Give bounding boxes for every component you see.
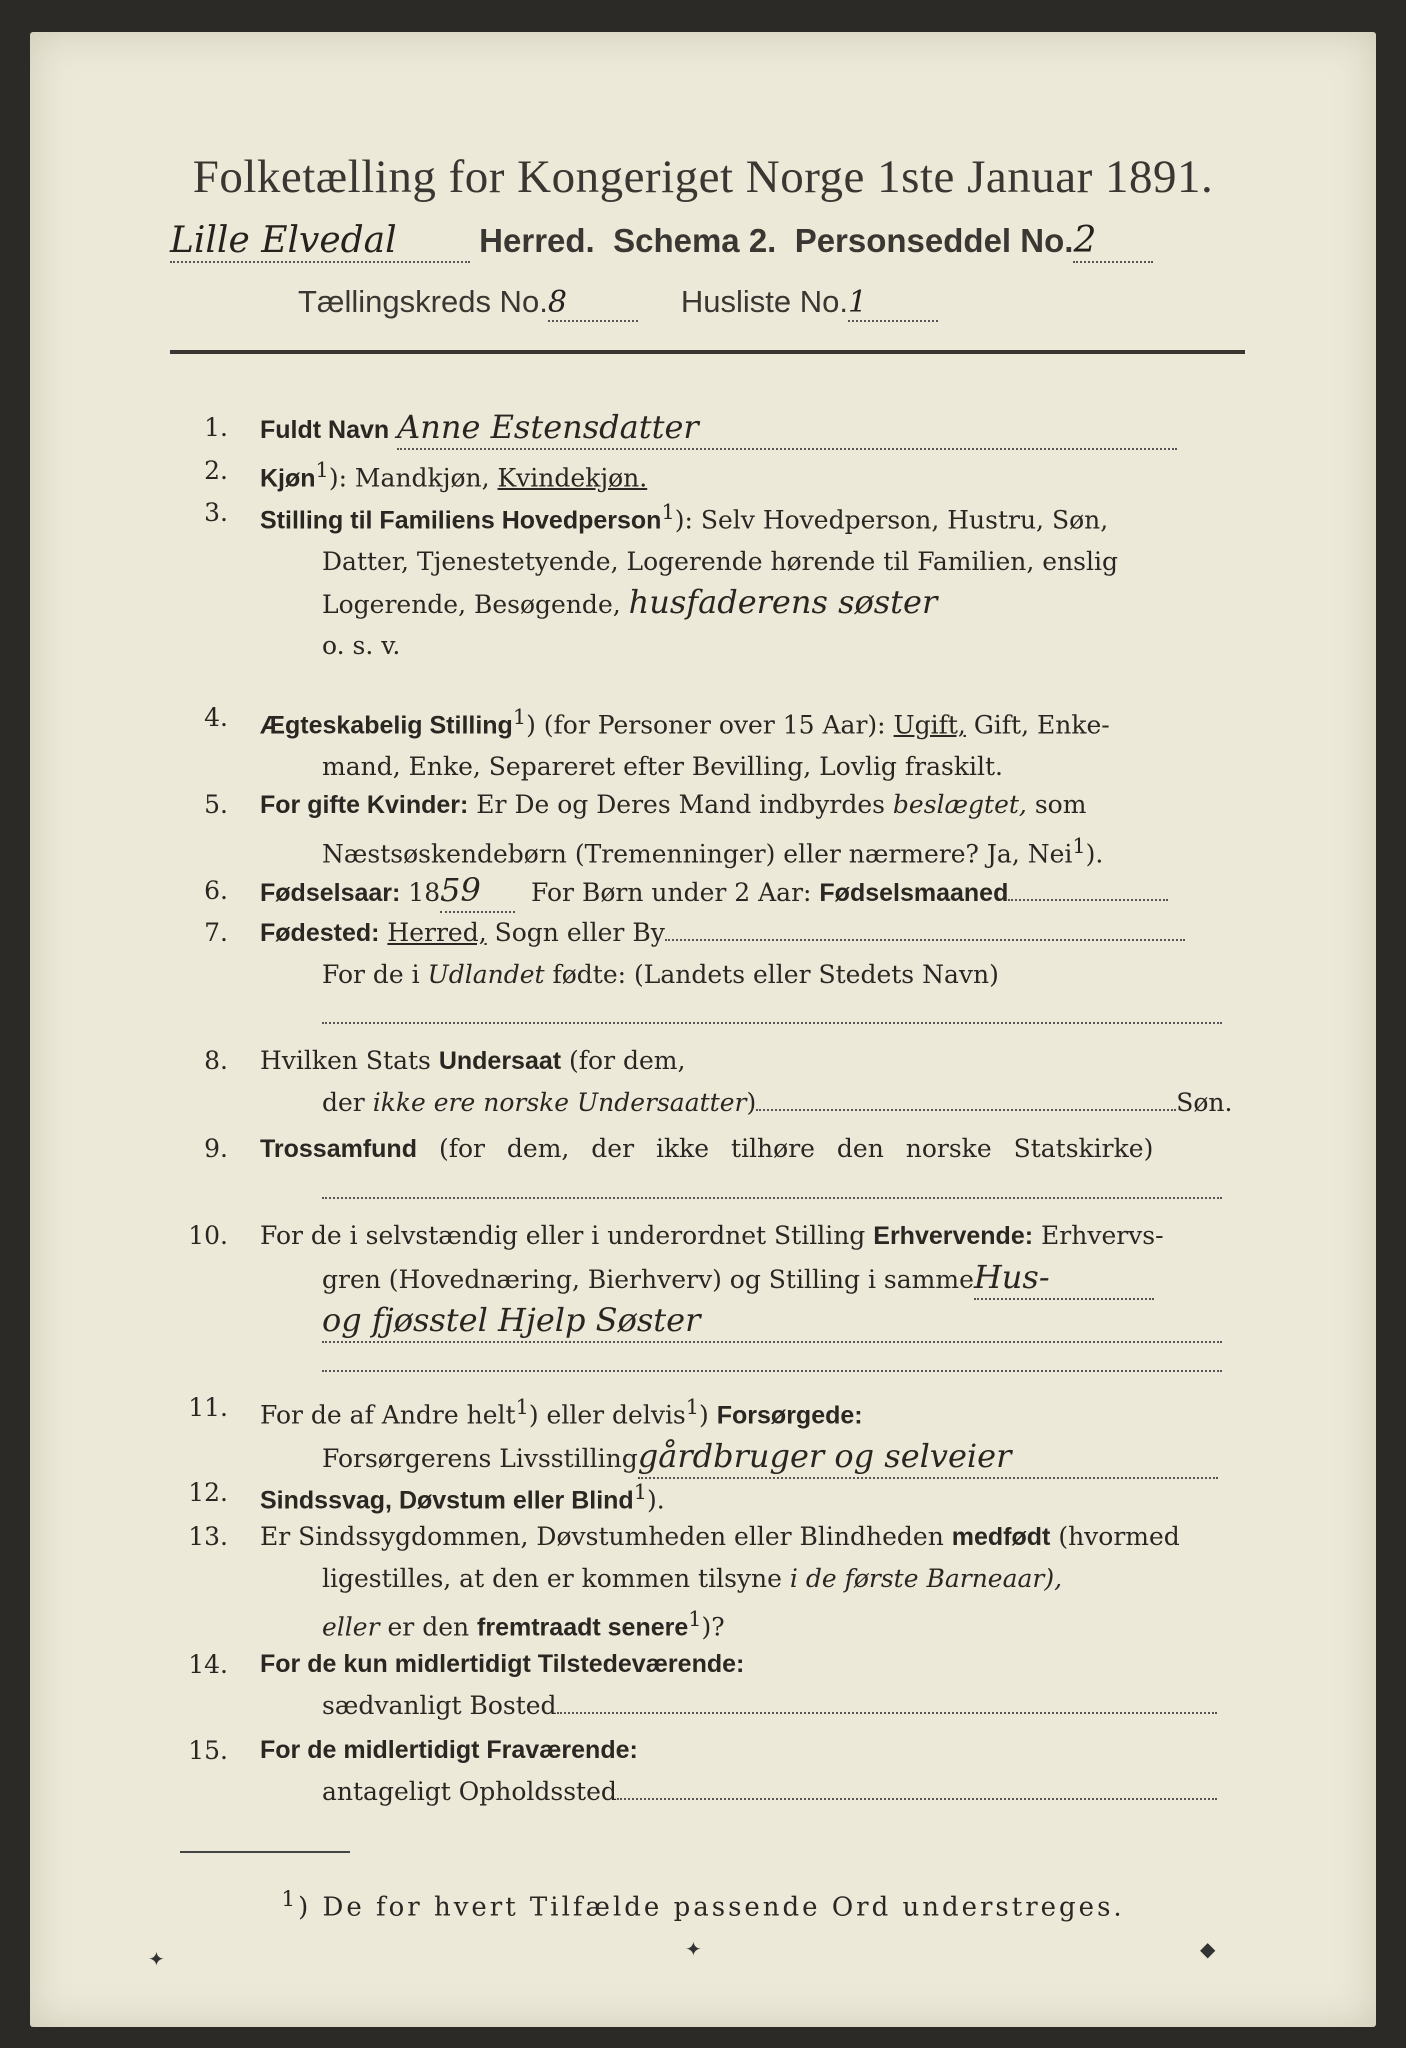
schema-label: Schema 2. xyxy=(613,222,777,259)
footnote-rule xyxy=(180,1851,350,1853)
footnote-ref: 1 xyxy=(633,1480,647,1504)
field-text: (hvormed xyxy=(1058,1522,1180,1551)
field-text: Hvilken Stats xyxy=(260,1046,431,1075)
citizenship-blank xyxy=(756,1109,1176,1111)
item-number: 15. xyxy=(188,1736,228,1765)
field-text: ). xyxy=(646,1485,665,1515)
field-text: (for dem, der ikke tilhøre den norske Statskirke) xyxy=(438,1134,1154,1163)
kreds-label: Tællingskreds No. xyxy=(298,284,548,319)
field-text: mand, Enke, Separeret efter Bevilling, Lovlig fraskilt. xyxy=(322,752,1003,782)
field-label: Forsørgede: xyxy=(716,1401,863,1430)
husliste-label: Husliste No. xyxy=(680,284,848,319)
item-number: 6. xyxy=(204,876,228,905)
footnote-ref: 1 xyxy=(661,500,675,524)
field-label: Ægteskabelig Stilling xyxy=(260,711,513,740)
full-name-value: Anne Estensdatter xyxy=(397,407,1177,450)
birth-month-blank xyxy=(1008,899,1168,901)
field-text: Sogn eller By xyxy=(494,918,665,947)
field-text: For Børn under 2 Aar: xyxy=(531,878,812,907)
form-title: Folketælling for Kongeriget Norge 1ste Januar 1891. xyxy=(192,151,1214,203)
field-text: i de første Barneaar), xyxy=(789,1564,1063,1593)
field-text: Gift, Enke- xyxy=(973,710,1110,740)
field-text: Logerende, Besøgende, xyxy=(322,590,621,620)
herred-name: Lille Elvedal xyxy=(170,220,470,263)
item-number: 3. xyxy=(204,498,228,527)
field-label: Erhvervende: xyxy=(873,1222,1034,1250)
field-text: (for dem, xyxy=(569,1046,686,1075)
field-text: Er De og Deres Mand indbyrdes xyxy=(476,790,885,819)
field-text: For de i selvstændig eller i underordnet Stilling xyxy=(260,1221,866,1250)
field-text: ) eller delvis xyxy=(528,1400,686,1430)
header-rule xyxy=(170,350,1245,354)
selected-choice: Herred, xyxy=(387,918,487,947)
item-number: 4. xyxy=(204,703,228,732)
field-label: For gifte Kvinder: xyxy=(260,791,469,819)
field-text: Udlandet xyxy=(427,960,545,989)
field-text: fødte: (Landets eller Stedets Navn) xyxy=(552,960,999,989)
herred-label: Herred. xyxy=(479,222,595,259)
footnote-ref: 1 xyxy=(1072,834,1086,858)
birthplace-blank xyxy=(665,939,1185,941)
registration-mark-icon: ◆ xyxy=(1200,1937,1216,1961)
occupation-blank xyxy=(322,1352,1222,1372)
field-text: beslægtet, xyxy=(892,790,1027,819)
field-text: For de af Andre helt xyxy=(260,1400,516,1430)
field-text: ) xyxy=(699,1400,709,1430)
religion-blank xyxy=(322,1179,1222,1199)
field-label: For de kun midlertidigt Tilstedeværende: xyxy=(260,1650,745,1678)
field-label: Fuldt Navn xyxy=(260,416,390,444)
item-number: 9. xyxy=(204,1134,228,1163)
field-text: For de i xyxy=(322,960,420,989)
year-prefix: 18 xyxy=(408,878,441,907)
footnote-ref: 1 xyxy=(315,458,329,482)
footnote-ref: 1 xyxy=(512,705,527,729)
item-number: 14. xyxy=(188,1650,228,1679)
field-label: Fødselsmaaned xyxy=(819,879,1009,907)
field-text: ikke ere norske Undersaatter xyxy=(372,1088,747,1117)
personseddel-number: 2 xyxy=(1073,220,1153,263)
field-label: Kjøn xyxy=(260,464,316,493)
occupation-value-2: og fjøsstel Hjelp Søster xyxy=(322,1300,1222,1343)
registration-mark-icon: ✦ xyxy=(148,1947,165,1971)
birth-year-value: 59 xyxy=(440,870,515,913)
field-text: er den xyxy=(387,1612,470,1642)
footnote-ref: 1 xyxy=(515,1395,529,1419)
herred-line xyxy=(170,220,1250,263)
field-text: o. s. v. xyxy=(322,631,401,661)
field-text: antageligt Opholdssted xyxy=(322,1777,617,1806)
husliste-number: 1 xyxy=(848,285,938,322)
field-label: Stilling til Familiens Hovedperson xyxy=(260,506,662,535)
field-text: ). xyxy=(1085,839,1104,869)
item-number: 12. xyxy=(188,1478,228,1507)
provider-occupation-value: gårdbruger og selveier xyxy=(638,1436,1218,1479)
usual-residence-blank xyxy=(557,1712,1217,1714)
field-text: ) xyxy=(746,1088,757,1117)
field-label: For de midlertidigt Fraværende: xyxy=(260,1736,638,1764)
item-number: 2. xyxy=(204,456,228,485)
footnote-text: ) De for hvert Tilfælde passende Ord understreges. xyxy=(298,1892,1125,1923)
item-number: 11. xyxy=(188,1393,228,1422)
occupation-value-1: Hus- xyxy=(974,1257,1154,1300)
field-text: Forsørgerens Livsstilling xyxy=(322,1444,638,1474)
field-text: Er Sindssygdommen, Døvstumheden eller Blindheden xyxy=(260,1522,944,1551)
field-text: eller xyxy=(322,1612,380,1642)
footnote-mark: 1 xyxy=(281,1887,299,1912)
kreds-line xyxy=(298,284,1198,322)
whereabouts-blank xyxy=(617,1798,1217,1800)
personseddel-label: Personseddel No. xyxy=(794,222,1074,259)
field-label: Trossamfund xyxy=(260,1135,417,1163)
registration-mark-icon: ✦ xyxy=(685,1937,702,1961)
item-number: 7. xyxy=(204,918,228,947)
field-text: ): Mandkjøn, xyxy=(328,463,490,493)
footnote-ref: 1 xyxy=(685,1395,700,1419)
census-form-page xyxy=(30,32,1376,2027)
field-text: ) (for Personer over 15 Aar): xyxy=(526,710,886,740)
kreds-number: 8 xyxy=(548,285,638,322)
field-text: gren (Hovednæring, Bierhverv) og Stilling i samme xyxy=(322,1265,974,1294)
item-number: 10. xyxy=(188,1221,228,1250)
field-label: medfødt xyxy=(951,1523,1051,1551)
field-text: sædvanligt Bosted xyxy=(322,1691,557,1720)
field-label: Fødested: xyxy=(260,919,380,947)
field-text: der xyxy=(322,1088,365,1117)
field-label: Undersaat xyxy=(438,1047,562,1075)
field-label: Fødselsaar: xyxy=(260,879,401,907)
item-number: 5. xyxy=(204,790,228,819)
item-number: 8. xyxy=(204,1046,228,1075)
item-number: 13. xyxy=(188,1522,228,1551)
field-text: ligestilles, at den er kommen tilsyne xyxy=(322,1564,782,1593)
field-text: Datter, Tjenestetyende, Logerende hørende til Familien, enslig xyxy=(322,547,1119,577)
family-position-value: husfaderens søster xyxy=(628,583,938,622)
field-text: )? xyxy=(701,1612,725,1642)
selected-choice: Ugift, xyxy=(893,710,966,740)
field-label: fremtraadt senere xyxy=(477,1613,689,1642)
foreign-birthplace-blank xyxy=(322,1004,1222,1024)
field-label: Sindssvag, Døvstum eller Blind xyxy=(260,1486,634,1515)
selected-choice: Kvindekjøn. xyxy=(497,463,648,493)
field-text: Erhvervs- xyxy=(1041,1221,1164,1250)
field-text: som xyxy=(1034,790,1087,819)
footnote-ref: 1 xyxy=(688,1607,702,1631)
field-text: Næstsøskendebørn (Tremenninger) eller nærmere? Ja, Nei xyxy=(322,839,1073,869)
footnote xyxy=(30,1887,1376,1923)
field-text: Søn. xyxy=(1176,1088,1233,1117)
field-text: ): Selv Hovedperson, Hustru, Søn, xyxy=(674,505,1109,535)
item-number: 1. xyxy=(204,413,228,442)
